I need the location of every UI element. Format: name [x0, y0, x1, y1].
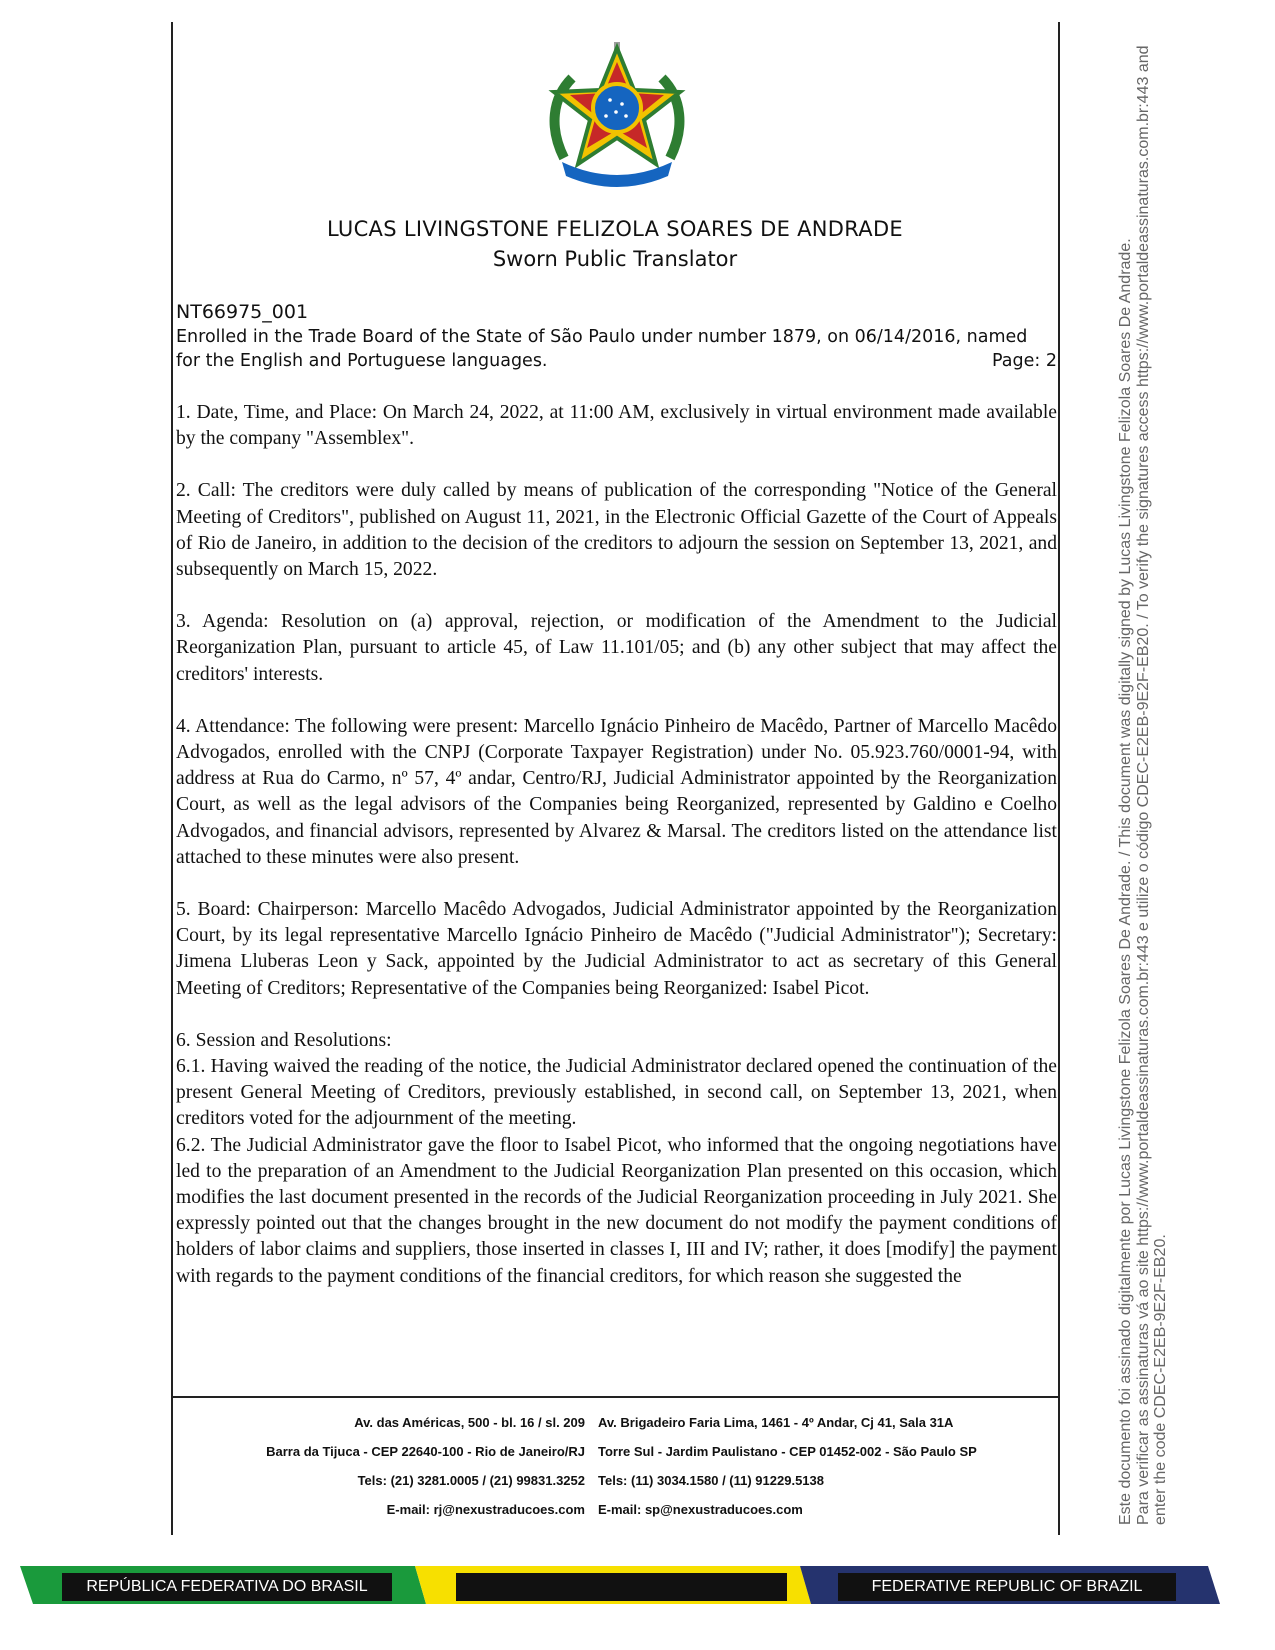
enrollment-line: Enrolled in the Trade Board of the State of São Paulo under number 1879, on 06/14/2016, named: [176, 326, 1028, 347]
digital-signature-notice: [1117, 45, 1170, 1525]
sp-phones: Tels: (11) 3034.1580 / (11) 91229.5138: [598, 1473, 824, 1488]
right-margin-line: [1058, 22, 1060, 1535]
sp-address: Av. Brigadeiro Faria Lima, 1461 - 4º Andar, Cj 41, Sala 31A: [598, 1415, 954, 1430]
rio-phones: Tels: (21) 3281.0005 / (21) 99831.3252: [357, 1473, 585, 1488]
page-number: Page: 2: [992, 351, 1057, 371]
paragraph-6-2: 6.2. The Judicial Administrator gave the floor to Isabel Picot, who informed that the ongoing negotiations have led to the preparation of an Amendment to the Judicial Reorganization Plan presented on this occasion, which modifies the last document presented in the records of the Judicial Reorganization proceeding in July 2021. She expressly pointed out that the changes brought in the new document do not modify the payment conditions of holders of labor claims and suppliers, those inserted in classes I, III and IV; rather, it does [modify] the payment with regards to the payment conditions of the financial creditors, for which reason she suggested the: [176, 1134, 1057, 1287]
section-heading-session: 6. Session and Resolutions:: [176, 1029, 392, 1051]
sp-district: Torre Sul - Jardim Paulistano - CEP 01452-002 - São Paulo SP: [598, 1444, 977, 1459]
brazil-coat-of-arms-icon: [544, 38, 690, 188]
paragraph-board: 5. Board: Chairperson: Marcello Macêdo Advogados, Judicial Administrator appointed by the Reorganization Court, by its legal representative Marcello Ignácio Pinheiro de Macêdo ("Judicial Administrator"); Secretary: Jimena Lluberas Leon y Sack, appointed by the Judicial Administrator to act as secretary of this General Meeting of Creditors; Representative of the Companies being Reorganized: Isabel Picot.: [176, 899, 1057, 999]
paragraph-agenda: 3. Agenda: Resolution on (a) approval, rejection, or modification of the Amendment to the Judicial Reorganization Plan, pursuant to article 45, of Law 11.101/05; and (b) any other subject that may affect the creditors' interests.: [176, 611, 1057, 685]
signature-notice-line-3: enter the code CDEC-E2EB-9E2F-EB20.: [1152, 1234, 1169, 1525]
paragraph-6-1: 6.1. Having waived the reading of the notice, the Judicial Administrator declared opened the continuation of the present General Meeting of Creditors, previously established, in second call, on September 13, 2021, when creditors voted for the adjournment of the meeting.: [176, 1056, 1057, 1130]
paragraph-date-time-place: 1. Date, Time, and Place: On March 24, 2022, at 11:00 AM, exclusively in virtual environment made available by the company "Assemblex".: [176, 402, 1057, 450]
translator-name: LUCAS LIVINGSTONE FELIZOLA SOARES DE ANDRADE: [326, 217, 904, 241]
left-margin-line: [171, 22, 173, 1535]
translator-role: Sworn Public Translator: [492, 247, 738, 271]
footer-rio-office: [176, 1408, 585, 1524]
flag-label-middle: [456, 1573, 787, 1601]
signature-notice-line-2: Para verificar as assinaturas vá ao site https://www.portaldeassinaturas.com.br:443 e utilize o código CDEC-E2EB-9E2F-EB20. / To verify the signatures access https://www.portaldeassinaturas.com.br:443 and: [1134, 45, 1152, 1525]
rio-email: E-mail: rj@nexustraducoes.com: [386, 1502, 585, 1517]
footer-sao-paulo-office: [598, 1408, 1058, 1524]
paragraph-call: 2. Call: The creditors were duly called by means of publication of the corresponding "Notice of the General Meeting of Creditors", published on August 11, 2021, in the Electronic Official Gazette of the Court of Appeals of Rio de Janeiro, in addition to the decision of the creditors to adjourn the session on September 13, 2021, and subsequently on March 15, 2022.: [176, 480, 1057, 581]
paragraph-attendance: 4. Attendance: The following were present: Marcello Ignácio Pinheiro de Macêdo, Partner of Marcello Macêdo Advogados, enrolled with the CNPJ (Corporate Taxpayer Registration) under No. 05.923.760/0001-94, with address at Rua do Carmo, nº 57, 4º andar, Centro/RJ, Judicial Administrator appointed by the Reorganization Court, as well as the legal advisors of the Companies being Reorganized, represented by Galdino e Coelho Advogados, and financial advisors, represented by Alvarez & Marsal. The creditors listed on the attendance list attached to these minutes were also present.: [176, 715, 1057, 868]
rio-address: Av. das Américas, 500 - bl. 16 / sl. 209: [354, 1415, 585, 1430]
footer-divider: [171, 1396, 1060, 1398]
sp-email: E-mail: sp@nexustraducoes.com: [598, 1502, 803, 1517]
document-body: [176, 400, 1057, 1290]
reference-number: NT66975_001: [176, 301, 309, 323]
translator-header: [176, 214, 1054, 274]
rio-district: Barra da Tijuca - CEP 22640-100 - Rio de Janeiro/RJ: [266, 1444, 585, 1459]
signature-notice-line-1: Este documento foi assinado digitalmente por Lucas Livingstone Felizola Soares De Andrade. / This document was digitally signed by Lucas Livingstone Felizola Soares De Andrade.: [1117, 238, 1134, 1525]
flag-label-english: FEDERATIVE REPUBLIC OF BRAZIL: [838, 1573, 1176, 1601]
languages-line: for the English and Portuguese languages.: [176, 351, 548, 371]
flag-label-portuguese: REPÚBLICA FEDERATIVA DO BRASIL: [62, 1573, 392, 1601]
document-meta: [176, 300, 1057, 374]
